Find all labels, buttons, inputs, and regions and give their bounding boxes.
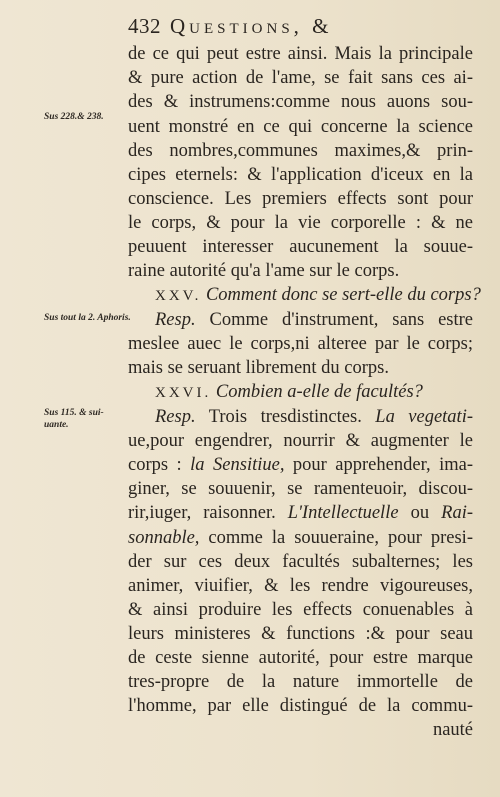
text-line: ue,pour engendrer, nourrir & augmenter le [128, 431, 473, 451]
text-line: tres-propre de la nature immortelle de [128, 672, 473, 692]
text-run-italic: Rai- [441, 503, 473, 523]
text-line: de ceste sienne autorité, pour estre marque [128, 648, 473, 668]
text-line [128, 453, 473, 477]
question-text: Comment donc se sert-elle du corps? [205, 285, 481, 305]
text-line: giner, se souuenir, se ramenteuoir, discou- [128, 479, 473, 499]
text-line: des & instrumens:comme nous auons sou- [128, 92, 473, 112]
text-line: animer, viuifier, & les rendre vigoureuses, [128, 576, 473, 596]
text-line: uent monstré en ce qui concerne la science [128, 117, 473, 137]
text-run: ou [398, 503, 442, 523]
text-line [128, 501, 473, 525]
response-25 [155, 308, 473, 332]
text-line: des nombres,communes maximes,& prin- [128, 141, 473, 161]
text-run-italic: L'Intellectuelle [287, 503, 399, 523]
question-number: XXV. [155, 288, 202, 304]
text-run: comme la souueraine, pour presi- [199, 528, 473, 548]
text-line: leurs ministeres & functions :& pour seau [128, 624, 473, 644]
margin-note: Sus 228.& 238. [44, 112, 104, 122]
text-line: meslee auec le corps,ni alteree par le corps; [128, 334, 473, 354]
question-25 [155, 283, 481, 308]
question-26 [155, 380, 473, 405]
text-run-italic: sonnable, [128, 528, 200, 548]
text-line: le corps, & pour la vie corporelle : & ne [128, 213, 473, 233]
text-line: peuuent interesser aucunement la souue- [128, 237, 473, 257]
response-label: Resp. [155, 310, 196, 330]
response-italic: La vegetati- [375, 407, 473, 427]
text-run-italic: la Sensitiue, [190, 455, 285, 475]
margin-note: Sus tout la 2. Aphoris. [44, 313, 131, 323]
text-line: cipes eternels: & l'application d'iceux en la [128, 165, 473, 185]
text-line [128, 526, 473, 550]
text-line: der sur ces deux facultés subalternes; les [128, 552, 473, 572]
text-line: de ce qui peut estre ainsi. Mais la principale [128, 44, 473, 64]
page-number: 432 [128, 14, 161, 38]
question-text: Combien a-elle de facultés? [215, 382, 423, 402]
running-head: Questions, & [170, 14, 333, 38]
text-line: & ainsi produire les effects conuenables à [128, 600, 473, 620]
text-line: l'homme, par elle distingué de la commu- [128, 696, 473, 716]
text-line: mais se seruant librement du corps. [128, 358, 389, 378]
text-run: pour apprehender, ima- [284, 455, 473, 475]
text-run: corps : [128, 455, 191, 475]
margin-note: uante. [44, 420, 69, 430]
response-label: Resp. [155, 407, 196, 427]
text-line: raine autorité qu'a l'ame sur le corps. [128, 261, 400, 281]
question-number: XXVI. [155, 385, 212, 401]
margin-note: Sus 115. & sui- [44, 408, 104, 418]
catchword: nauté [432, 720, 473, 740]
text-run: rir,iuger, raisonner. [128, 503, 288, 523]
response-text: Trois tresdistinctes. [208, 407, 362, 427]
response-26 [155, 405, 473, 429]
text-line: & pure action de l'ame, se fait sans ces ai- [128, 68, 473, 88]
text-line: conscience. Les premiers effects sont pour [128, 189, 473, 209]
page-header [128, 12, 478, 40]
response-text: Comme d'instrument, sans estre [209, 310, 474, 330]
